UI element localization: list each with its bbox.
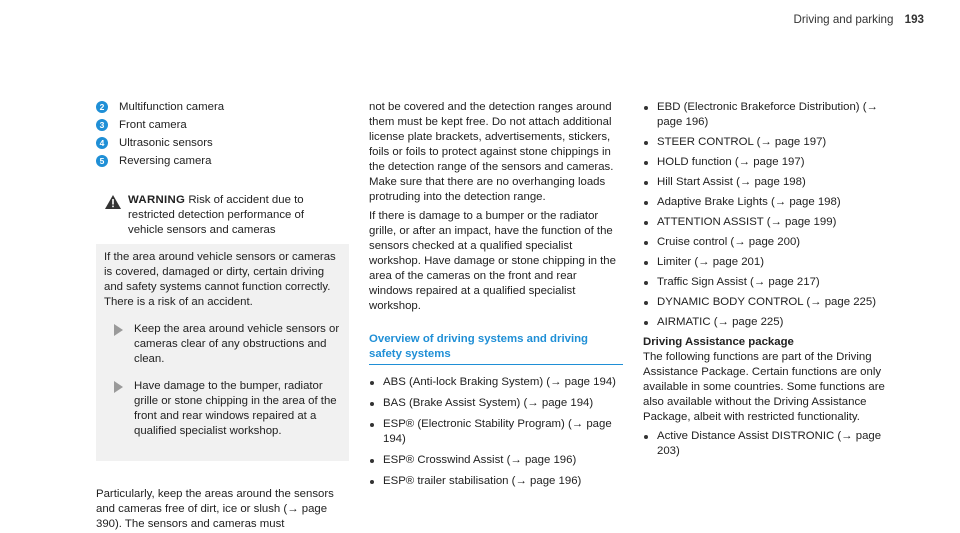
list-item-label: Front camera: [119, 119, 187, 131]
list-item: [96, 136, 349, 151]
list-item: [96, 118, 349, 133]
action-text: Keep the area around vehicle sensors or cameras clear of any obstructions and clean.: [134, 323, 340, 365]
list-item: ABS (Anti-lock Braking System) (→ page 194): [369, 375, 623, 390]
number-badge: 2: [96, 101, 108, 113]
bullet-list: [643, 100, 905, 330]
warning-text: If the area around vehicle sensors or cameras is covered, damaged or dirty, certain driving and safety systems cannot function correctly. There is a risk of an accident.: [104, 251, 336, 308]
page-number: 193: [904, 13, 924, 26]
list-item-label: Ultrasonic sensors: [119, 137, 213, 149]
body-paragraph: The following functions are part of the Driving Assistance Package. Certain functions are only available in some countries. Some functions are also available without the Driving Assistance Package, albeit with restricted functionality.: [643, 351, 885, 423]
number-badge: 5: [96, 155, 108, 167]
list-item: Active Distance Assist DISTRONIC (→ page 203): [643, 429, 905, 459]
list-item: AIRMATIC (→ page 225): [643, 315, 905, 330]
action-item: [104, 379, 341, 439]
play-arrow-icon: [114, 381, 123, 393]
action-text: Have damage to the bumper, radiator grille or stone chipping in the area of the front and rear windows repaired at a qualified specialist workshop.: [134, 380, 337, 437]
warning-header: [96, 187, 349, 244]
warning-label: WARNING: [128, 194, 186, 206]
list-item-label: Reversing camera: [119, 155, 212, 167]
list-item: Limiter (→ page 201): [643, 255, 905, 270]
body-paragraph: If there is damage to a bumper or the radiator grille, or after an impact, have the function of the sensors checked at a qualified specialist workshop. Have damage or stone chipping in the area of the cameras on the front and rear windows repaired at a qualified specialist workshop.: [369, 210, 616, 312]
warning-title: Risk of accident due to restricted detection performance of vehicle sensors and cameras: [128, 194, 305, 236]
section-heading: Overview of driving systems and driving safety systems: [369, 332, 623, 365]
list-item: EBD (Electronic Brakeforce Distribution) (→ page 196): [643, 100, 905, 130]
body-paragraph: not be covered and the detection ranges around them must be kept free. Do not attach additional license plate brackets, advertisements, stickers, foils or foils to protect against stone chippings in the detection range of the sensors and cameras. Make sure that there are no overhanging loads protruding into the detection range.: [369, 101, 614, 203]
bullet-list: [643, 429, 905, 459]
list-item: ESP® trailer stabilisation (→ page 196): [369, 474, 623, 489]
list-item: ATTENTION ASSIST (→ page 199): [643, 215, 905, 230]
list-item: BAS (Brake Assist System) (→ page 194): [369, 396, 623, 411]
warning-body: [96, 244, 349, 461]
section-title: Driving and parking: [793, 13, 894, 26]
action-item: [104, 322, 341, 367]
list-item: [96, 100, 349, 115]
column-2: [369, 100, 623, 495]
body-paragraph: Particularly, keep the areas around the sensors and cameras free of dirt, ice or slush (→ page 390). The sensors and cameras must: [96, 488, 334, 530]
list-item: Hill Start Assist (→ page 198): [643, 175, 905, 190]
list-item: [96, 154, 349, 169]
subheading: Driving Assistance package: [643, 336, 794, 348]
column-1: [96, 100, 349, 532]
list-item: HOLD function (→ page 197): [643, 155, 905, 170]
list-item: DYNAMIC BODY CONTROL (→ page 225): [643, 295, 905, 310]
number-badge: 4: [96, 137, 108, 149]
list-item: ESP® Crosswind Assist (→ page 196): [369, 453, 623, 468]
list-item: Cruise control (→ page 200): [643, 235, 905, 250]
warning-box: [96, 187, 349, 461]
warning-triangle-icon: [105, 195, 121, 209]
list-item-label: Multifunction camera: [119, 101, 225, 113]
number-badge: 3: [96, 119, 108, 131]
list-item: STEER CONTROL (→ page 197): [643, 135, 905, 150]
list-item: ESP® (Electronic Stability Program) (→ page 194): [369, 417, 623, 447]
bullet-list: [369, 375, 623, 489]
list-item: Traffic Sign Assist (→ page 217): [643, 275, 905, 290]
column-3: [643, 100, 905, 465]
play-arrow-icon: [114, 324, 123, 336]
list-item: Adaptive Brake Lights (→ page 198): [643, 195, 905, 210]
numbered-list: [96, 100, 349, 169]
page-header: [794, 12, 924, 27]
